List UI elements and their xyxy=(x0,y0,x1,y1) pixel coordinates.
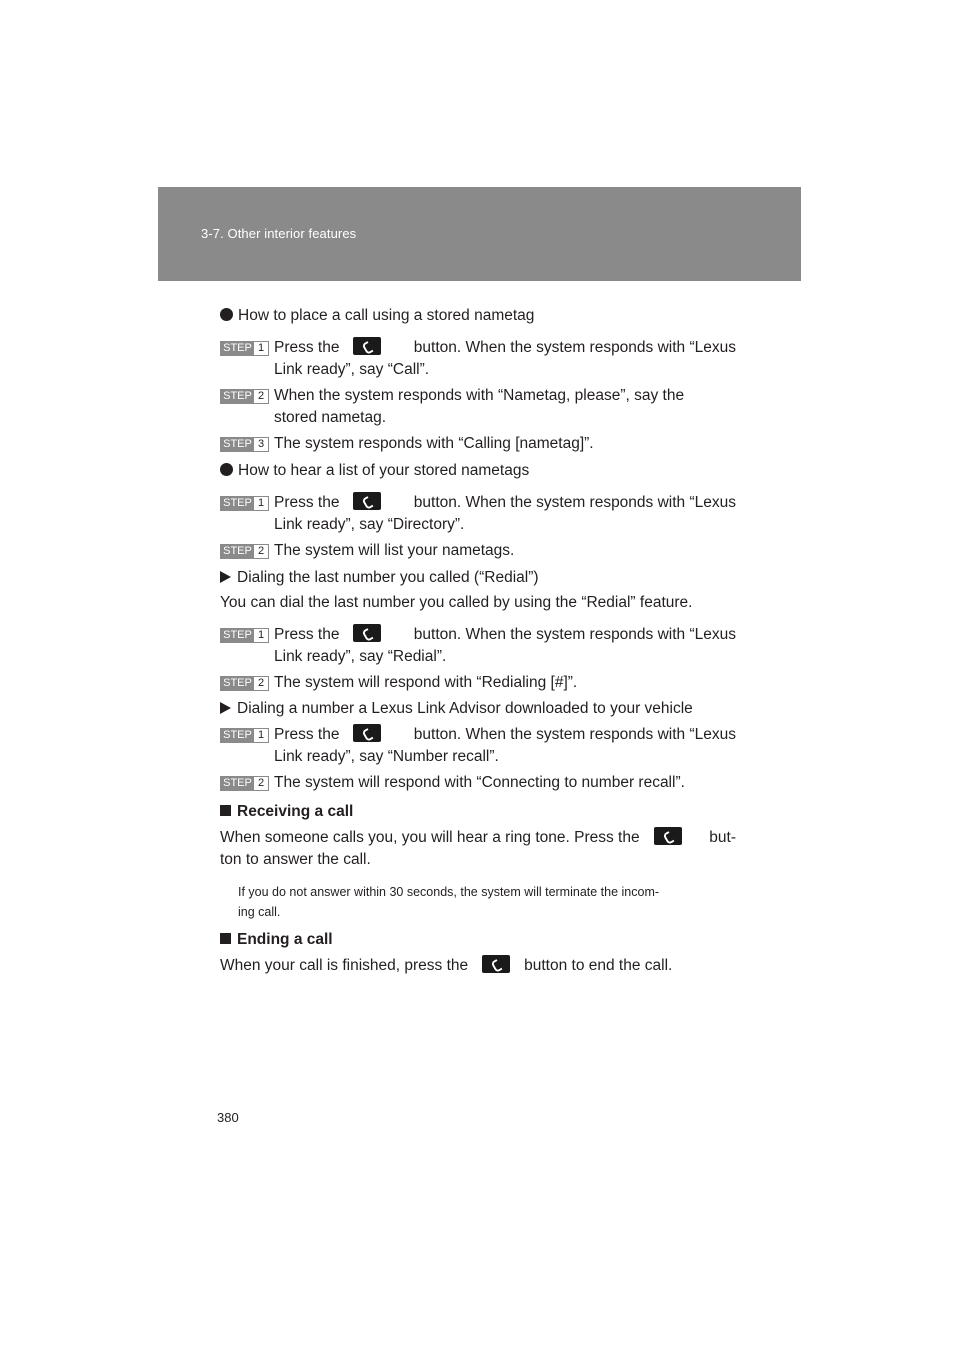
triangle-bullet-icon xyxy=(220,702,231,714)
paragraph: When someone calls you, you will hear a ring tone. Press the but- ton to answer the call. xyxy=(220,829,736,868)
paragraph: You can dial the last number you called by using the “Redial” feature. xyxy=(220,594,693,611)
square-bullet-icon xyxy=(220,805,231,816)
step-badge: STEP 1 xyxy=(220,341,269,356)
triangle-bullet-icon xyxy=(220,571,231,583)
step-text: Press the button. When the system responds with “Lexus Link ready”, say “Directory”. xyxy=(274,494,736,533)
step-text: The system will respond with “Connecting to number recall”. xyxy=(274,774,685,791)
step-text: When the system responds with “Nametag, please”, say the stored nametag. xyxy=(274,387,685,426)
sub-heading: Dialing the last number you called (“Redial”) xyxy=(220,567,539,589)
section-subheading: Receiving a call xyxy=(220,801,353,823)
step-badge: STEP 2 xyxy=(220,544,269,559)
step-text: The system will list your nametags. xyxy=(274,542,515,559)
step-text: The system will respond with “Redialing [#]”. xyxy=(274,674,578,691)
section-subheading: Ending a call xyxy=(220,929,333,951)
step-text: Press the button. When the system responds with “Lexus Link ready”, say “Call”. xyxy=(274,339,736,378)
paragraph: When your call is finished, press the button to end the call. xyxy=(220,957,673,974)
phone-button-icon xyxy=(654,827,682,845)
bullet-heading: How to hear a list of your stored nametags xyxy=(220,460,529,482)
phone-button-icon xyxy=(353,624,381,642)
step-badge: STEP 2 xyxy=(220,389,269,404)
section-header xyxy=(158,187,801,281)
circle-bullet-icon xyxy=(220,463,233,476)
step-badge: STEP 3 xyxy=(220,437,269,452)
step-text: The system responds with “Calling [nametag]”. xyxy=(274,435,594,452)
step-text: Press the button. When the system responds with “Lexus Link ready”, say “Redial”. xyxy=(274,626,736,665)
page-number: 380 xyxy=(217,1110,239,1125)
phone-button-icon xyxy=(353,337,381,355)
step-badge: STEP 1 xyxy=(220,496,269,511)
circle-bullet-icon xyxy=(220,308,233,321)
section-title: 3-7. Other interior features xyxy=(201,226,357,241)
phone-button-icon xyxy=(353,492,381,510)
sub-heading: Dialing a number a Lexus Link Advisor downloaded to your vehicle xyxy=(220,698,693,720)
phone-button-icon xyxy=(353,724,381,742)
phone-button-icon xyxy=(482,955,510,973)
step-badge: STEP 1 xyxy=(220,628,269,643)
step-badge: STEP 2 xyxy=(220,676,269,691)
step-text: Press the button. When the system responds with “Lexus Link ready”, say “Number recall”. xyxy=(274,726,736,765)
note-text: If you do not answer within 30 seconds, the system will terminate the incom- ing call. xyxy=(238,885,660,919)
step-badge: STEP 2 xyxy=(220,776,269,791)
bullet-heading: How to place a call using a stored nametag xyxy=(220,305,534,327)
step-badge: STEP 1 xyxy=(220,728,269,743)
square-bullet-icon xyxy=(220,933,231,944)
